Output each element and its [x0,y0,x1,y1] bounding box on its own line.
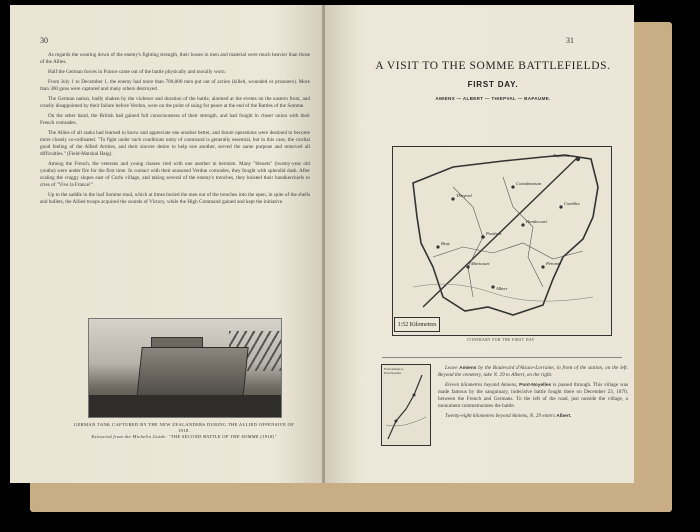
map-label: Bray [441,241,450,246]
map-label: Maricourt [471,261,490,266]
photo-tank-hull [136,347,248,399]
map-label: Bapaume [553,153,570,158]
left-paragraph: As regards the wearing down of the enemy's fighting strength, their losses in men and material were much heavier than those of the Allies. [40,52,310,65]
left-paragraph: Up to the saddle in the loaf Somme mud, which at times buried the men out of the trenches into the open, in spite of the shells and bullets, the Allied troops acquired the sounds of Victory, while the High Command gained and kept the initiative. [40,192,310,205]
left-paragraph: The Allies of all ranks had learned to know and appreciate one another better, and future operations were destined to become more closely co-ordinated. "To fight under such conditions unity of command is generally essential, but in this case, the cordial good feeling of the Allied Armies, and their sincere desire to help one another, served the same purpose and removed all difficulties." (Field-Marshal Haig). [40,130,310,157]
map-scale: 1:52 Kilometres [394,317,440,332]
text-run: by the Boulevard d'Alsace-Lorraine, in front of the station, on the left. Beyond the cemetery, take N. 29 to Albert, on the right. [438,365,629,378]
text-run: Twenty-eight kilometres beyond Amiens, N. 29 enters [445,413,557,419]
chapter-subtitle: FIRST DAY. [467,80,519,89]
small-route-map [381,364,431,446]
left-paragraph: From July 1 to December 1, the enemy had more than 700,000 men put out of action (killed, wounded or prisoners). More than 300 guns were captured and many others destroyed. [40,79,310,92]
place-name-pont-noyelles: Pont-Noyelles [519,383,552,388]
itinerary-map-drawing [393,147,611,335]
itinerary-map [392,146,612,336]
itinerary-text [438,365,628,423]
chapter-title: A VISIT TO THE SOMME BATTLEFIELDS. [375,60,611,72]
text-run: Leave [445,365,460,371]
map-label: Thiepval [456,193,472,198]
right-page-number: 31 [566,36,574,45]
map-label: Contalmaison [516,181,542,186]
left-text-column [40,52,310,209]
left-page-number: 30 [40,36,48,45]
left-paragraph: Half the German forces in France came out of the battle physically and morally worn. [48,69,226,75]
map-label: Péronne [546,261,562,266]
text-run: is passed through. This village was made famous by the sanguinary, indecisive battle fought there on December 23, 1870, between the French and Germans. To the left of the road, just outside the village, a monument commemorates the battle. [438,382,628,409]
route-line: AMIENS — ALBERT — THIEPVAL — BAPAUME. [435,96,551,101]
photo-caption: GERMAN TANK CAPTURED BY THE NEW ZEALANDERS DURING THE ALLIED OFFENSIVE OF 1918. [73,422,295,433]
itinerary-paragraph [438,413,628,420]
left-paragraph: On the other hand, the British had gained full consciousness of their strength, and had fought in closer union with their French comrades. [40,113,310,126]
photo-caption-block [70,422,298,440]
place-name-albert: Albert. [556,414,572,419]
small-map-label: From Amiens to Pont-Noyelles [384,367,404,375]
map-label: Combles [564,201,580,206]
map-label: Hardecourt [526,219,547,224]
map-label: Albert [496,286,508,291]
tank-photograph [88,318,282,418]
left-paragraph: The German nation, badly shaken by the violence and duration of the battle, alarmed at the events on the eastern front, and cruelly disappointed by their failure before Verdun, were on the point of suing for peace at the end of the Battles of the Somme. [40,96,310,109]
place-name-amiens: Amiens [459,366,477,371]
itinerary-paragraph [438,382,628,410]
itinerary-paragraph [438,365,628,379]
small-map-drawing [382,365,430,445]
map-label: Pozières [486,231,502,236]
section-divider [382,357,622,358]
photo-ground [89,395,281,417]
photo-source: Extracted from the Michelin Guide: "THE SECOND BATTLE OF THE SOMME (1918)" [91,434,277,439]
text-run: Eleven kilometres beyond Amiens, [445,382,520,388]
map-caption: ITINERARY FOR THE FIRST DAY [467,338,535,342]
left-paragraph: Among the French, the veterans and young classes vied with one another in heroism. Many "bleuets" (twenty-year old youths) were under fire for the first time. In contact with their seasoned Verdun comrades, they fought with splendid dash. After scaling the craggy slopes east of Curlu village, and taking several of the enemy's trenches, they hoisted their handkerchiefs to cries of "Vive la France!" [40,161,310,188]
